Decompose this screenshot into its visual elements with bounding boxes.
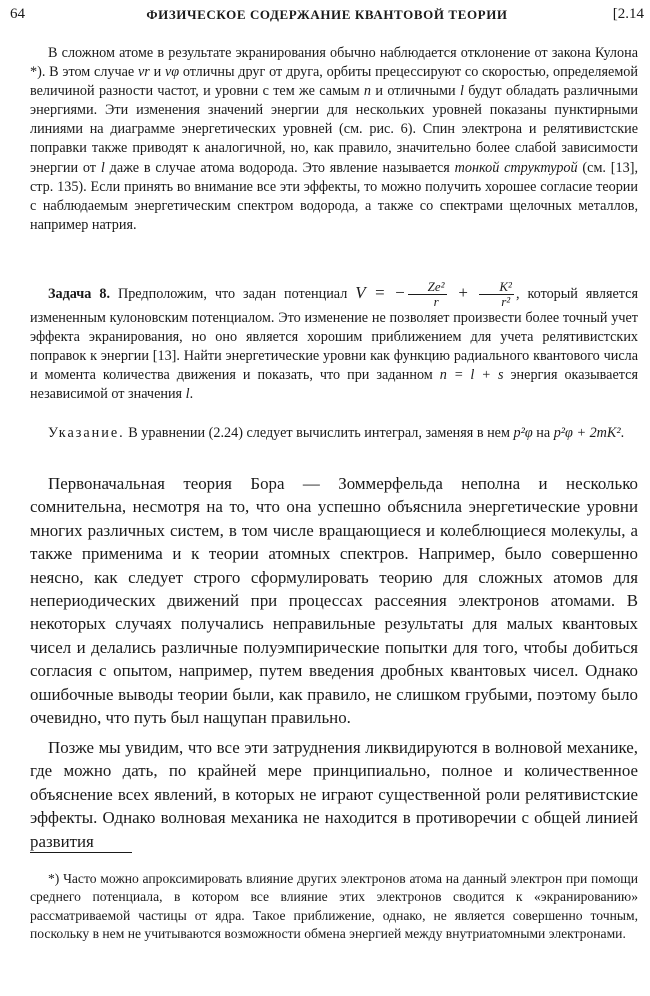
footnote-rule: [30, 852, 132, 853]
paragraph-wave-mechanics: [30, 736, 638, 853]
problem-8-text: Задача 8. Предположим, что задан потенциал V = − $\frac{\text{Ze²}}{r}$ + $\frac{\text{K²}}{\text{r²}}$ , который является измененным кулоновским потенциалом. Это изменение не позволяет произвести более точный учет эффекта экранирования, но оно является хорошим приближением для учета релятивистских поправок к энергии [13]. Найти энергетические уровни как функцию радиального квантового числа и момента количества движения и показать, что при заданном n = l + s энергия оказывается независимой от значения l.: [30, 279, 638, 403]
paragraph-bohr-sommerfeld-text: Первоначальная теория Бора — Зоммерфельда неполна и несколько сомнительна, несмотря на то, что она успешно объяснила энергетические уровни многих различных систем, в том числе вращающиеся и колеблющиеся молекулы, а также применима и к теории атомных спектров. Например, было совершенно неясно, как следует строго сформулировать теорию для сложных атомов для непериодических движений при процессах рассеяния электронов атомами. В некоторых случаях получались неправильные результаты для малых квантовых чисел и делались различные полуэмпирические попытки для того, чтобы добиться согласия с опытом, например, путем введения дробных квантовых чисел. Однако ошибочные выводы теории были, как правило, не слишком грубыми, поэтому было очевидно, что путь был нащупан правильно.: [30, 474, 638, 728]
hint-text: Указание. В уравнении (2.24) следует вычислить интеграл, заменяя в нем p²φ на p²φ + 2mK².: [48, 425, 625, 441]
running-title: ФИЗИЧЕСКОЕ СОДЕРЖАНИЕ КВАНТОВОЙ ТЕОРИИ: [146, 7, 508, 22]
symbol-n: n: [363, 83, 372, 100]
running-head: [10, 6, 644, 30]
symbol-nu-r: νr: [137, 64, 150, 81]
potential-lhs: V = −: [355, 282, 406, 302]
expr-p-phi-squared-plus-2mk2: p²φ + 2mK²: [553, 425, 621, 441]
term-fine-structure: тонкой структурой: [454, 159, 578, 176]
symbol-l-2: l: [100, 159, 105, 176]
fraction-ze2-over-r: $\frac{\text{Ze²}}{r}$: [408, 280, 447, 309]
problem-label: Задача 8.: [48, 285, 110, 302]
expr-p-phi-squared: p²φ: [513, 425, 533, 441]
condition-n-eq-l-plus-s: n = l + s: [439, 367, 504, 384]
section-number: [2.14: [612, 6, 644, 22]
hint-label: Указание.: [48, 425, 125, 441]
page-number: 64: [10, 6, 25, 22]
paragraph-wave-mechanics-text: Позже мы увидим, что все эти затруднения ликвидируются в волновой механике, где можно дать, по крайней мере принципиально, полное и количественное объяснение всех явлений, в которых не играют существенной роли релятивистские эффекты. Однако волновая механика не находится в противоречии с общей линией развития: [30, 738, 638, 851]
symbol-nu-phi: νφ: [164, 64, 180, 81]
footnote-marker: *): [48, 871, 60, 886]
paragraph-screening: [30, 44, 638, 235]
symbol-l: l: [459, 83, 464, 100]
footnote-text: *) Часто можно апроксимировать влияние других электронов атома на данный электрон при помощи среднего потенциала, в котором все влияние этих электронов сводится к «экранированию» рассматриваемой частицы от ядра. Такое приближение, однако, не является совершенно точным, поскольку в нем не учитываются возможности обмена энергией между внутриатомными электронами.: [30, 871, 638, 942]
footnote: [30, 870, 638, 944]
paragraph-bohr-sommerfeld: [30, 472, 638, 729]
problem-8: [30, 280, 638, 404]
fraction-k2-over-r2: $\frac{\text{K²}}{\text{r²}}$: [479, 280, 514, 309]
paragraph-screening-text: В сложном атоме в результате экранирования обычно наблюдается отклонение от закона Кулона *). В этом случае νr и νφ отличны друг от друга, орбиты прецессируют со скоростью, определяемой величиной разности частот, и уровни с тем же самым n и отличными l будут обладать различными энергиями. Эти изменения значений энергии для нескольких уровней показаны пунктирными линиями на диаграмме энергетических уровней (см. рис. 6). Спин электрона и релятивистские поправки также приводят к аналогичной, но, как правило, значительно более слабой зависимости энергии от l даже в случае атома водорода. Это явление называется тонкой структурой (см. [13], стр. 135). Если принять во внимание все эти эффекты, то можно получить хорошее согласие теории с наблюдаемым энергетическим спектром водорода, а также со спектрами щелочных металлов, например натрия.: [30, 45, 638, 233]
hint: [30, 424, 638, 443]
